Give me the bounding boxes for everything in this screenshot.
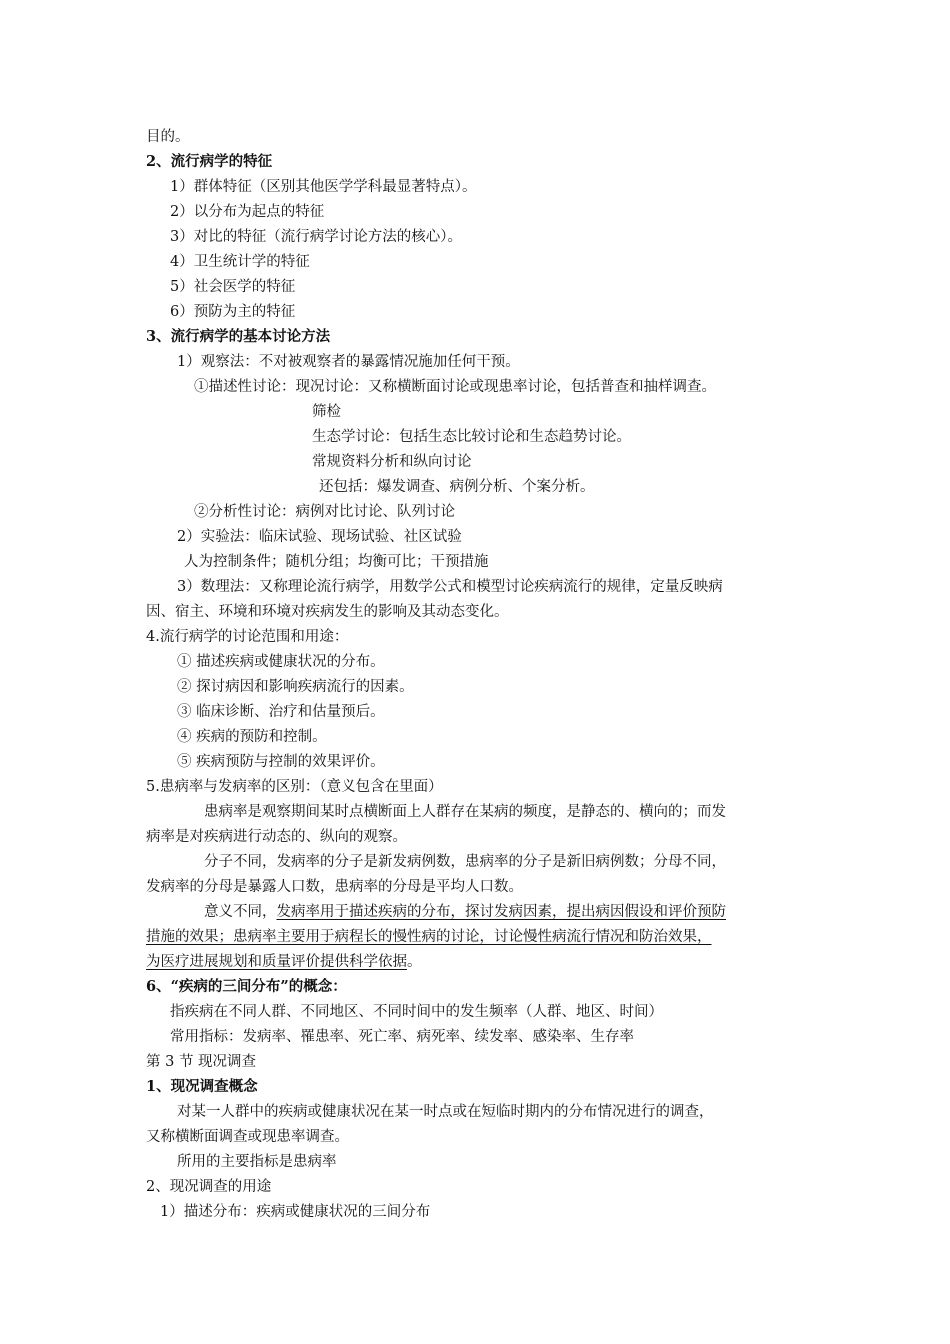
section-title: 第 3 节 现况调查	[146, 1054, 257, 1070]
list-item: 6）预防为主的特征	[170, 304, 296, 320]
list-item: ② 探讨病因和影响疾病流行的因素。	[177, 679, 414, 695]
section-heading: 1、现况调查概念	[146, 1078, 258, 1095]
plain-text: 意义不同，	[204, 904, 277, 920]
text-line: 对某一人群中的疾病或健康状况在某一时点或在短临时期内的分布情况进行的调查，	[177, 1104, 714, 1120]
text-line: 4.流行病学的讨论范围和用途：	[146, 629, 349, 645]
text-line: 又称横断面调查或现患率调查。	[146, 1129, 349, 1145]
list-item: 3）对比的特征（流行病学讨论方法的核心）。	[170, 229, 462, 245]
list-item: ④ 疾病的预防和控制。	[177, 729, 327, 745]
list-item: ③ 临床诊断、治疗和估量预后。	[177, 704, 385, 720]
text-line: 分子不同，发病率的分子是新发病例数，患病率的分子是新旧病例数；分母不同，	[204, 854, 726, 870]
text-line: 指疾病在不同人群、不同地区、不同时间中的发生频率（人群、地区、时间）	[170, 1004, 663, 1020]
text-line: 常用指标：发病率、罹患率、死亡率、病死率、续发率、感染率、生存率	[170, 1029, 634, 1045]
text-line	[204, 902, 726, 922]
text-line: 筛检	[312, 404, 341, 420]
underlined-text: 为医疗进展规划和质量评价提供科学依据	[146, 954, 407, 970]
list-item: 4）卫生统计学的特征	[170, 254, 310, 270]
list-item: 2）以分布为起点的特征	[170, 204, 325, 220]
section-heading: 3、流行病学的基本讨论方法	[146, 328, 331, 345]
text-line: 2）实验法：临床试验、现场试验、社区试验	[177, 529, 462, 545]
text-line: 人为控制条件；随机分组；均衡可比；干预措施	[184, 554, 489, 570]
text-line	[146, 927, 712, 947]
text-line: 5.患病率与发病率的区别：（意义包含在里面）	[146, 779, 443, 795]
text-line: 还包括：爆发调查、病例分析、个案分析。	[319, 479, 595, 495]
text-line: 发病率的分母是暴露人口数，患病率的分母是平均人口数。	[146, 879, 523, 895]
list-item: 5）社会医学的特征	[170, 279, 296, 295]
text-line: 目的。	[146, 129, 190, 145]
text-line: 因、宿主、环境和环境对疾病发生的影响及其动态变化。	[146, 604, 509, 620]
text-line: 1）观察法：不对被观察者的暴露情况施加任何干预。	[177, 354, 520, 370]
text-line: 患病率是观察期间某时点横断面上人群存在某病的频度，是静态的、横向的；而发	[204, 804, 726, 820]
text-line: 3）数理法：又称理论流行病学，用数学公式和模型讨论疾病流行的规律，定量反映病	[177, 579, 723, 595]
text-line: 2、现况调查的用途	[146, 1179, 272, 1195]
text-line: ②分析性讨论：病例对比讨论、队列讨论	[194, 504, 455, 520]
plain-text: 。	[407, 954, 422, 970]
text-line: 病率是对疾病进行动态的、纵向的观察。	[146, 829, 407, 845]
list-item: ⑤ 疾病预防与控制的效果评价。	[177, 754, 385, 770]
list-item: ① 描述疾病或健康状况的分布。	[177, 654, 385, 670]
section-heading: 6、“疾病的三间分布”的概念：	[146, 978, 347, 995]
underlined-text: 发病率用于描述疾病的分布，探讨发病因素，提出病因假设和评价预防	[276, 904, 726, 920]
text-line: 1）描述分布：疾病或健康状况的三间分布	[160, 1204, 431, 1220]
text-line	[146, 952, 422, 972]
text-line: 常规资料分析和纵向讨论	[312, 454, 472, 470]
text-line: 所用的主要指标是患病率	[177, 1154, 337, 1170]
text-line: ①描述性讨论：现况讨论：又称横断面讨论或现患率讨论，包括普查和抽样调查。	[194, 379, 716, 395]
section-heading: 2、流行病学的特征	[146, 153, 273, 170]
text-line: 生态学讨论：包括生态比较讨论和生态趋势讨论。	[312, 429, 631, 445]
list-item: 1）群体特征（区别其他医学学科最显著特点）。	[170, 179, 477, 195]
underlined-text: 措施的效果；患病率主要用于病程长的慢性病的讨论，讨论慢性病流行情况和防治效果，	[146, 929, 712, 945]
